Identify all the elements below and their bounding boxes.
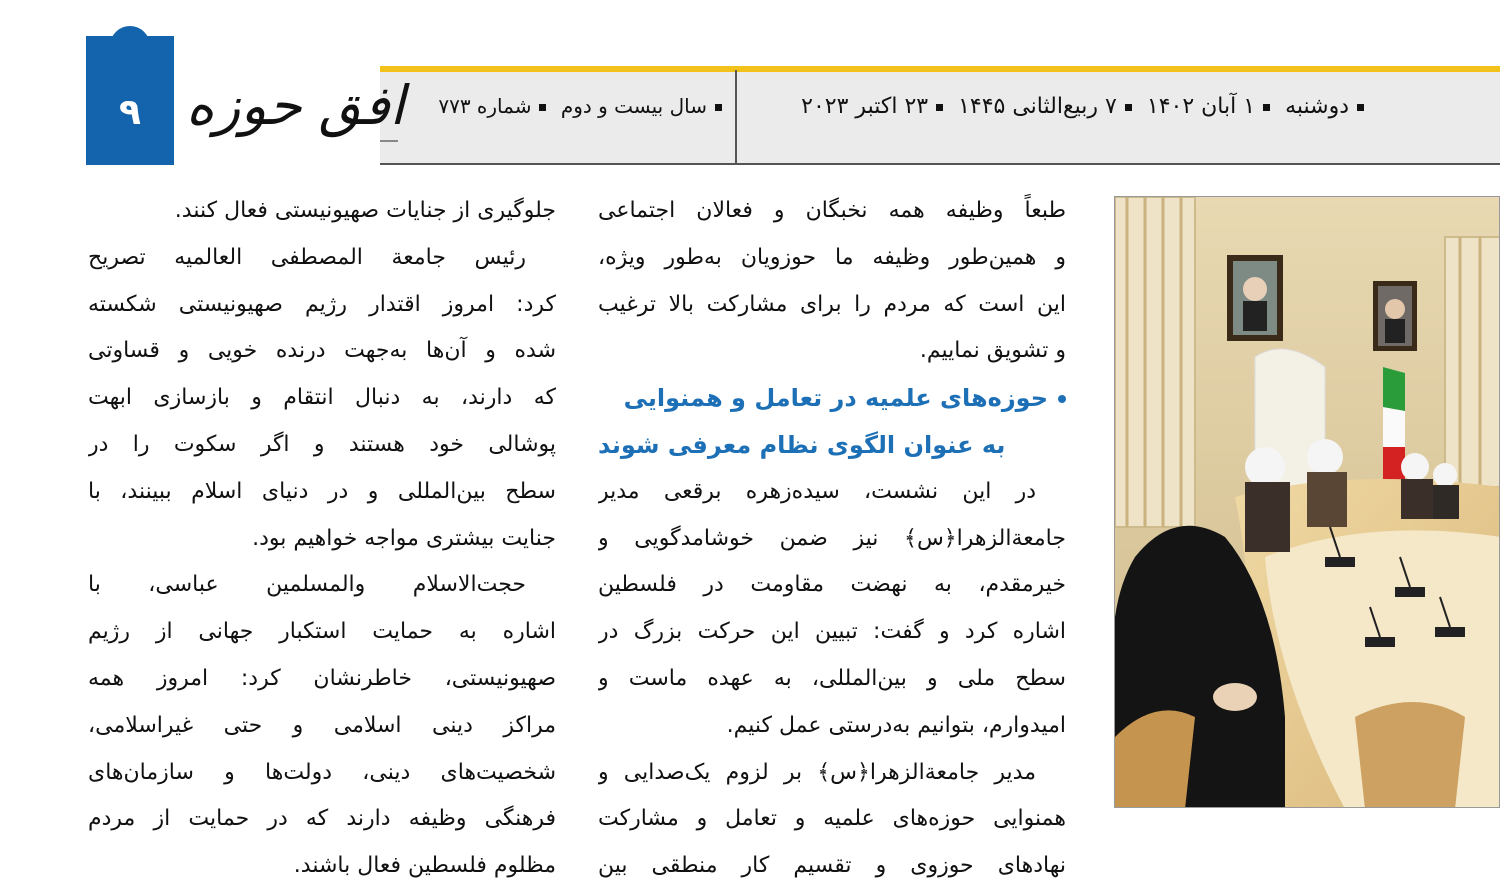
date-weekday: دوشنبه — [1285, 94, 1349, 119]
article-line: جنایت بیشتری مواجه خواهیم بود. — [252, 525, 556, 551]
issue-number: شماره ۷۷۳ — [438, 94, 532, 118]
article-line: که دارند، به دنبال انتقام و بازسازی ابهت — [88, 385, 556, 411]
article-line: همنوایی حوزه‌های علمیه و تعامل و مشارکت — [598, 806, 1066, 832]
bullet-icon — [1058, 395, 1066, 403]
issue-year: سال بیست و دوم — [560, 94, 707, 118]
article-line: مدیر جامعة‌الزهرا﴿س﴾ بر لزوم یک‌صدایی و — [598, 759, 1036, 785]
square-bullet-icon — [539, 104, 546, 111]
date-gregorian: ۲۳ اکتبر ۲۰۲۳ — [801, 94, 929, 119]
date-lunar: ۷ ربیع‌الثانی ۱۴۴۵ — [958, 94, 1117, 119]
article-line: مظلوم فلسطین فعال باشند. — [293, 853, 556, 879]
header-divider — [735, 70, 737, 165]
article-column-left — [88, 188, 556, 890]
article-line: امیدوارم، بتوانیم به‌درستی عمل کنیم. — [726, 712, 1066, 738]
meeting-photo[interactable] — [1114, 196, 1500, 808]
article-line: اشاره کرد و گفت: تبیین این حرکت بزرگ در — [598, 619, 1066, 645]
article-line: در این نشست، سیده‌زهره برقعی مدیر — [598, 478, 1036, 504]
date-solar: ۱ آبان ۱۴۰۲ — [1146, 94, 1256, 119]
article-line: و همین‌طور وظیفه ما حوزویان به‌طور ویژه، — [598, 244, 1066, 270]
article-line: نهادهای حوزوی و تقسیم کار منطقی بین — [598, 853, 1066, 879]
article-line: جامعة‌الزهرا﴿س﴾ نیز ضمن خوشامدگویی و — [598, 525, 1066, 551]
article-column-right — [598, 188, 1066, 890]
article-line: سطح بین‌المللی و در دنیای اسلام ببینند، با — [88, 478, 556, 504]
article-line: طبعاً وظیفه همه نخبگان و فعالان اجتماعی — [598, 198, 1066, 223]
subheading-line-1: حوزه‌های علمیه در تعامل و همنوایی — [623, 384, 1048, 413]
article-line: اشاره به حمایت استکبار جهانی از رژیم — [88, 619, 556, 645]
article-line: خیرمقدم، به نهضت مقاومت در فلسطین — [598, 572, 1066, 598]
article-line: کرد: امروز اقتدار رژیم صهیونیستی شکسته — [88, 291, 556, 317]
square-bullet-icon — [715, 104, 722, 111]
logo-rule — [380, 140, 398, 142]
masthead-logo[interactable]: افق حوزه — [186, 74, 405, 137]
square-bullet-icon — [1263, 104, 1270, 111]
article-line: مراکز دینی اسلامی و حتی غیراسلامی، — [88, 712, 556, 738]
square-bullet-icon — [1357, 104, 1364, 111]
article-line: صهیونیستی، خاطرنشان کرد: امروز همه — [88, 665, 556, 691]
header-rule — [380, 163, 1500, 165]
article-line: این است که مردم را برای مشارکت بالا ترغیب — [598, 291, 1066, 317]
article-line: شخصیت‌های دینی، دولت‌ها و سازمان‌های — [88, 759, 556, 785]
meeting-photo-illustration — [1115, 197, 1500, 808]
article-line: سطح ملی و بین‌المللی، به عهده ماست و — [598, 665, 1066, 691]
article-line: و تشویق نماییم. — [919, 338, 1066, 364]
page-number: ۹ — [119, 92, 141, 133]
article-line: پوشالی خود هستند و اگر سکوت را در — [88, 431, 556, 457]
article-line: شده و آن‌ها به‌جهت درنده خویی و قساوتی — [88, 338, 556, 364]
article-line: جلوگیری از جنایات صهیونیستی فعال کنند. — [174, 198, 556, 223]
article-line: رئیس جامعة المصطفی العالمیه تصریح — [88, 244, 526, 270]
square-bullet-icon — [936, 104, 943, 111]
issue-line — [402, 94, 730, 118]
subheading-line-2: به عنوان الگوی نظام معرفی شوند — [598, 430, 1006, 459]
article-line: حجت‌الاسلام والمسلمین عباسی، با — [88, 572, 526, 598]
square-bullet-icon — [1125, 104, 1132, 111]
date-line — [801, 94, 1372, 119]
subheading — [598, 375, 1066, 422]
article-line: فرهنگی وظیفه دارند که در حمایت از مردم — [88, 806, 556, 832]
